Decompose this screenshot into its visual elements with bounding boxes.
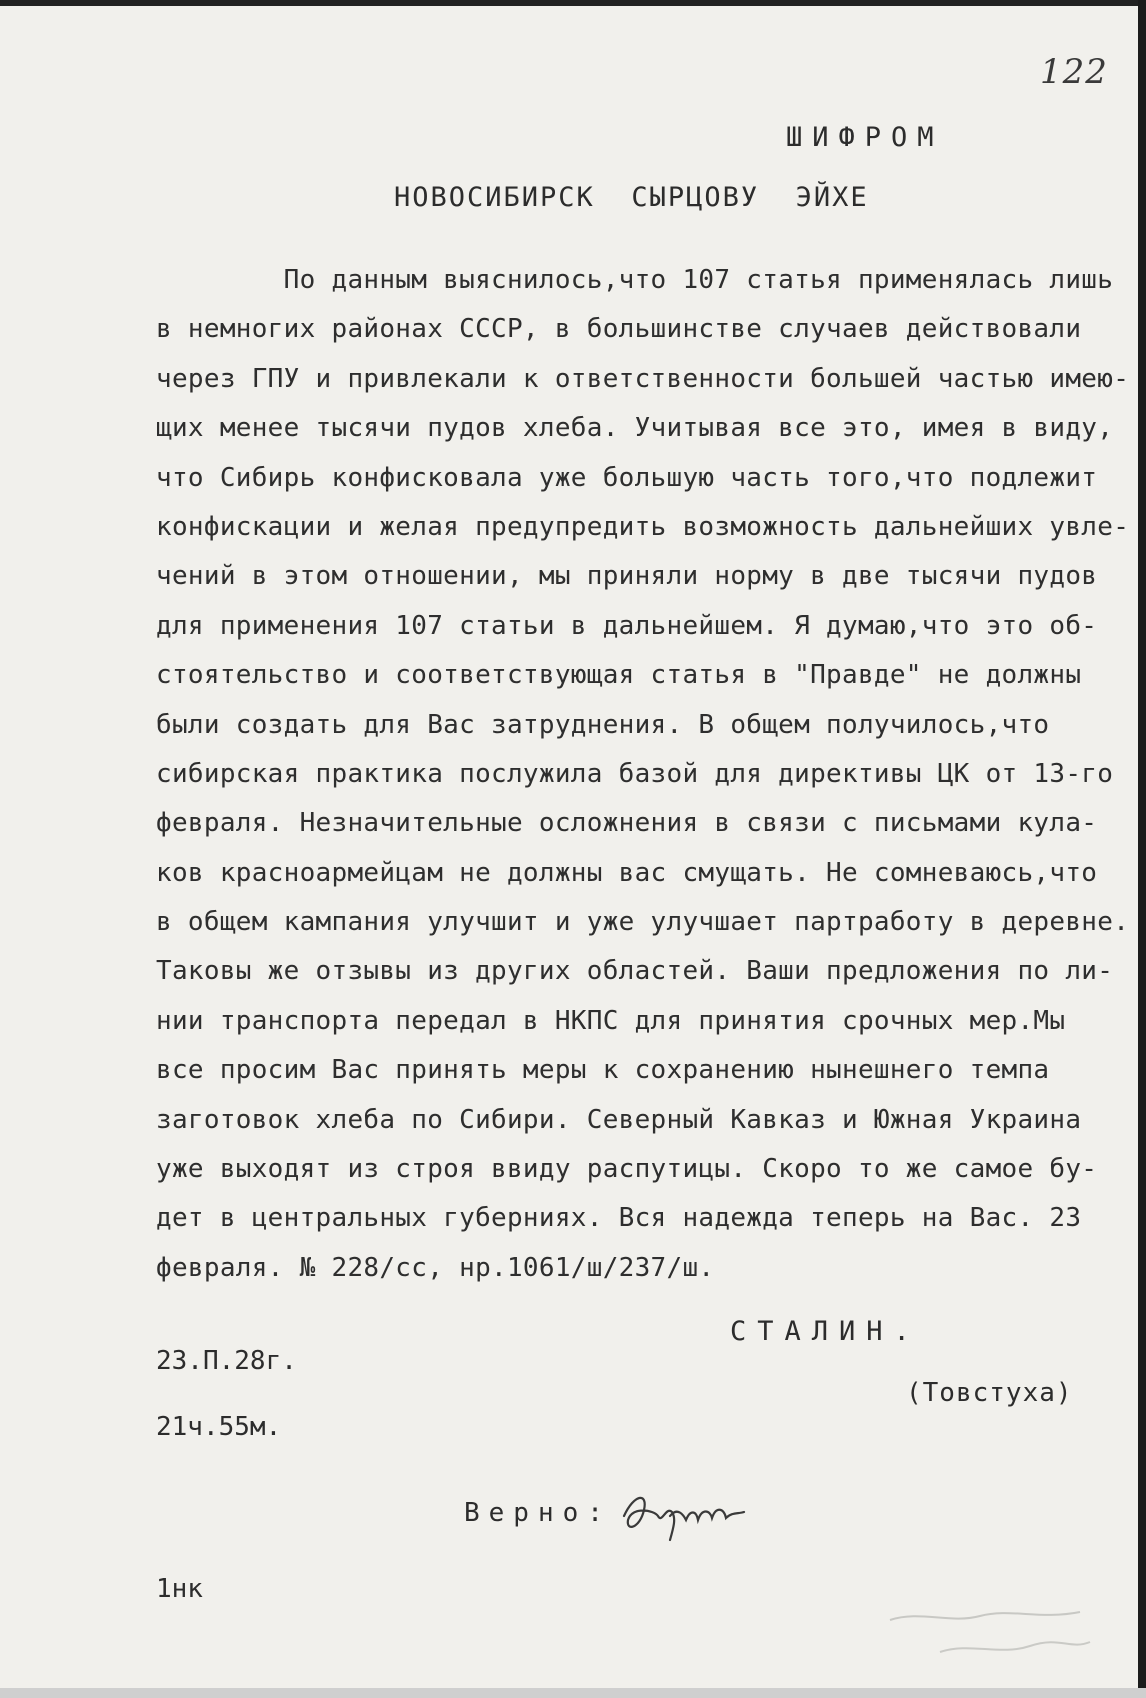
body-line: все просим Вас принять меры к сохранению нынешнего темпа xyxy=(156,1055,1050,1086)
scan-edge-right xyxy=(1138,0,1146,1698)
secretary-name: (Товстуха) xyxy=(906,1378,1073,1408)
handwritten-signature-icon xyxy=(614,1476,754,1546)
archive-page-number: 122 xyxy=(1040,52,1108,92)
document-heading: ШИФРОМ xyxy=(786,122,944,153)
body-line: в немногих районах СССР, в большинстве случаев действовали xyxy=(156,314,1082,345)
telegram-body xyxy=(156,256,1130,1293)
body-line: дет в центральных губерниях. Вся надежда теперь на Вас. 23 xyxy=(156,1203,1082,1234)
body-line: нии транспорта передал в НКПС для принятия срочных мер.Мы xyxy=(156,1005,1066,1036)
verified-label: Верно: xyxy=(464,1498,612,1528)
copy-code: 1нк xyxy=(156,1574,203,1604)
document-time: 21ч.55м. xyxy=(156,1412,282,1442)
scan-edge-top xyxy=(0,0,1146,6)
body-line: через ГПУ и привлекали к ответственности большей частью имею- xyxy=(156,363,1130,394)
signature-name: СТАЛИН. xyxy=(730,1316,921,1347)
body-line: что Сибирь конфисковала уже большую часть того,что подлежит xyxy=(156,462,1098,493)
body-line: в общем кампания улучшит и уже улучшает партработу в деревне. xyxy=(156,907,1130,938)
body-line: ков красноармейцам не должны вас смущать. Не сомневаюсь,что xyxy=(156,857,1098,888)
body-line: уже выходят из строя ввиду распутицы. Скоро то же самое бу- xyxy=(156,1154,1098,1185)
body-line: февраля. Незначительные осложнения в связи с письмами кула- xyxy=(156,808,1098,839)
body-line: февраля. № 228/сс, нр.1061/ш/237/ш. xyxy=(156,1252,715,1283)
body-line: были создать для Вас затруднения. В общем получилось,что xyxy=(156,709,1050,740)
body-line: стоятельство и соответствующая статья в "Правде" не должны xyxy=(156,660,1082,691)
body-line: чений в этом отношении, мы приняли норму в две тысячи пудов xyxy=(156,561,1098,592)
document-date: 23.П.28г. xyxy=(156,1346,297,1376)
body-line: конфискации и желая предупредить возможность дальнейших увле- xyxy=(156,511,1130,542)
body-line: Таковы же отзывы из других областей. Ваши предложения по ли- xyxy=(156,956,1114,987)
body-line: По данным выяснилось,что 107 статья применялась лишь xyxy=(156,265,1114,295)
faint-pencil-note-icon xyxy=(880,1590,1120,1680)
body-line: заготовок хлеба по Сибири. Северный Кавказ и Южная Украина xyxy=(156,1104,1082,1135)
scan-edge-bottom xyxy=(0,1688,1146,1698)
body-line: сибирская практика послужила базой для директивы ЦК от 13-го xyxy=(156,758,1114,789)
telegram-address: НОВОСИБИРСК СЫРЦОВУ ЭЙХЕ xyxy=(394,182,869,213)
body-line: для применения 107 статьи в дальнейшем. Я думаю,что это об- xyxy=(156,610,1098,641)
body-line: щих менее тысячи пудов хлеба. Учитывая все это, имея в виду, xyxy=(156,413,1114,444)
